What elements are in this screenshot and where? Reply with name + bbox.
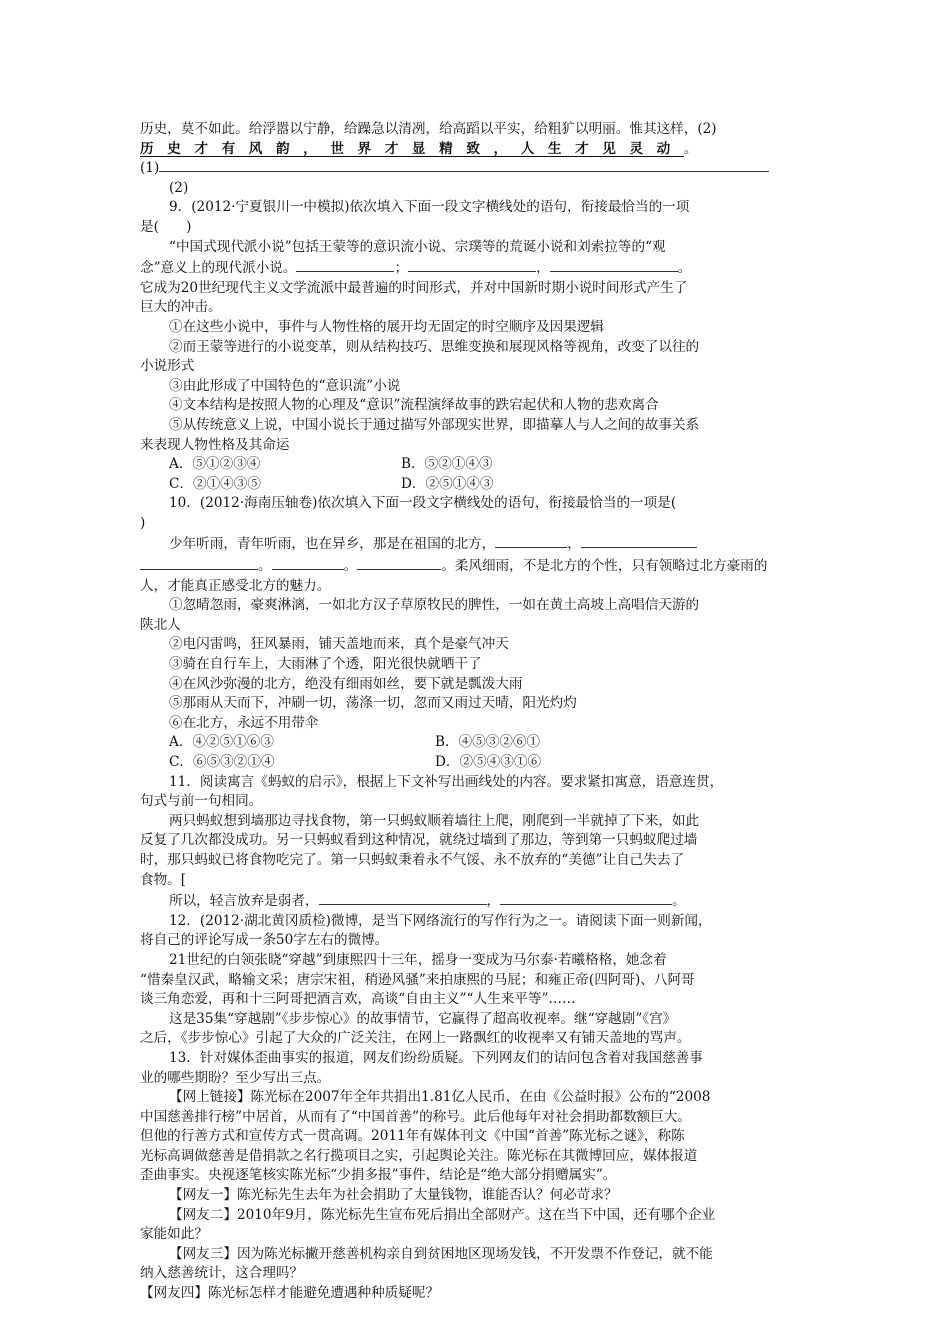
q9-item: ⑤从传统意义上说，中国小说长于通过描写外部现实世界，即描摹人与人之间的故事关系 bbox=[169, 416, 700, 433]
q10-options-row-1 bbox=[140, 733, 820, 753]
q12-para: 21世纪的白领张晓“穿越”到康熙四十三年，摇身一变成为马尔泰·若曦格格，她念着 bbox=[169, 951, 667, 968]
q9-option-d[interactable]: D．②⑤①④③ bbox=[401, 475, 494, 492]
intro-emphasis-line bbox=[140, 140, 820, 160]
q10-option-c[interactable]: C．⑥⑤③②①④ bbox=[169, 754, 275, 770]
q9-blank-1[interactable] bbox=[296, 257, 394, 272]
q12-para: 这是35集“穿越剧”《步步惊心》的故事情节，它赢得了超高收视率。继“穿越剧”《宫》 bbox=[169, 1010, 677, 1027]
q10-para bbox=[140, 533, 820, 555]
answer-line-1 bbox=[140, 159, 820, 179]
q11-sep-2: 。 bbox=[672, 893, 686, 910]
q11-stem: 11．阅读寓言《蚂蚁的启示》，根据上下文补写出画线处的内容。要求紧扣寓意，语意连贯， bbox=[169, 773, 724, 790]
q10-item: ③骑在自行车上，大雨淋了个透，阳光很快就晒干了 bbox=[169, 656, 482, 673]
q9-blank-2[interactable] bbox=[408, 257, 536, 272]
q13-netizen-2-cont: 家能如此？ bbox=[140, 1226, 208, 1243]
q9-item: ③由此形成了中国特色的“意识流”小说 bbox=[169, 377, 401, 394]
q10-item: ②电闪雷鸣，狂风暴雨，铺天盖地而来，真个是豪气冲天 bbox=[169, 636, 509, 653]
q9-stem-cont: 是( ) bbox=[140, 218, 192, 235]
q9-item: ④文本结构是按照人物的心理及“意识”流程演绎故事的跌宕起伏和人物的悲欢离合 bbox=[169, 397, 659, 414]
q13-link-cont: 中国慈善排行榜”中居首，从而有了“中国首善”的称号。此后他每年对社会捐助都数额巨大。 bbox=[140, 1108, 692, 1125]
q10-option-b[interactable]: B．④⑤③②⑥① bbox=[435, 734, 541, 751]
question-13 bbox=[140, 1049, 820, 1304]
q11-para: 两只蚂蚁想到墙那边寻找食物，第一只蚂蚁顺着墙往上爬，刚爬到一半就掉了下来，如此 bbox=[169, 812, 700, 829]
q9-item: ①在这些小说中，事件与人物性格的展开均无固定的时空顺序及因果逻辑 bbox=[169, 318, 604, 335]
q9-para-cont: 它成为20世纪现代主义文学流派中最普遍的时间形式，并对中国新时期小说时间形式产生了 bbox=[140, 279, 688, 296]
q10-sep-2: 。 bbox=[258, 558, 272, 575]
q10-item: ⑥在北方，永远不用带伞 bbox=[169, 714, 319, 731]
q9-stem: 9．(2012·宁夏银川一中模拟)依次填入下面一段文字横线处的语句，衔接最恰当的一项 bbox=[169, 199, 690, 216]
q13-stem: 13．针对媒体歪曲事实的报道，网友们纷纷质疑。下列网友们的诘问包含着对我国慈善事 bbox=[169, 1049, 703, 1066]
q10-option-d[interactable]: D．②⑤④③①⑥ bbox=[435, 754, 542, 770]
q10-sep-3: 。 bbox=[343, 558, 358, 575]
q10-blank-1[interactable] bbox=[495, 533, 567, 548]
q10-para-blanks bbox=[140, 555, 820, 577]
q10-blank-5[interactable] bbox=[357, 555, 441, 570]
q13-netizen-1: 【网友一】陈光标先生去年为社会捐助了大量钱物，谁能否认？何必苛求？ bbox=[169, 1187, 618, 1204]
q9-sep-3: 。 bbox=[677, 260, 692, 277]
q9-option-b[interactable]: B．⑤②①④③ bbox=[401, 456, 493, 473]
q13-netizen-4: 【网友四】陈光标怎样才能避免遭遇种种质疑呢？ bbox=[140, 1285, 440, 1302]
q10-blank-2[interactable] bbox=[581, 533, 697, 548]
q13-netizen-3-cont: 纳入慈善统计，这合理吗？ bbox=[140, 1265, 304, 1282]
answer-line-2 bbox=[140, 179, 820, 199]
q10-option-a[interactable]: A．④②⑤①⑥③ bbox=[169, 734, 274, 751]
q9-item-cont: 来表现人物性格及其命运 bbox=[140, 436, 290, 453]
q10-blank-4[interactable] bbox=[272, 555, 344, 570]
q10-blank-3[interactable] bbox=[140, 555, 258, 570]
q10-sep-4: 。 bbox=[441, 558, 455, 575]
q13-link-cont: 光标高调做慈善是借捐款之名行揽项目之实，引起舆论关注。陈光标在其微博回应，媒体报道 bbox=[140, 1147, 698, 1164]
q9-item: ②而王蒙等进行的小说变革，则从结构技巧、思维变换和展现风格等视角，改变了以往的 bbox=[169, 338, 700, 355]
q11-blank-1[interactable] bbox=[319, 890, 487, 905]
q10-item: ⑤那雨从天而下，冲刷一切，荡涤一切，忽而又雨过天晴，阳光灼灼 bbox=[169, 695, 577, 712]
q11-fill-text: 所以，轻言放弃是弱者， bbox=[169, 893, 319, 910]
q10-para-text: 少年听雨，青年听雨，也在异乡，那是在祖国的北方， bbox=[169, 536, 496, 553]
q9-options-row-1 bbox=[140, 455, 820, 475]
q10-item: ①忽晴忽雨，豪爽淋漓，一如北方汉子草原牧民的脾性，一如在黄土高坡上高唱信天游的 bbox=[169, 597, 700, 614]
q9-blank-3[interactable] bbox=[550, 257, 678, 272]
q9-para: “中国式现代派小说”包括王蒙等的意识流小说、宗璞等的荒诞小说和刘索拉等的“观 bbox=[169, 238, 666, 255]
q9-sep-2: ， bbox=[536, 260, 550, 277]
q10-stem-cont: ) bbox=[140, 514, 146, 531]
q9-sep-1: ； bbox=[394, 260, 409, 277]
q11-fill-line bbox=[140, 890, 820, 912]
q12-stem: 12．(2012·湖北黄冈质检)微博，是当下网络流行的写作行为之一。请阅读下面一则新闻， bbox=[169, 912, 712, 929]
q13-link-cont: 但他的行善方式和宣传方式一贯高调。2011年有媒体刊文《中国“首善”陈光标之谜》，称陈 bbox=[140, 1128, 685, 1145]
q13-link-cont: 歪曲事实。央视逐笔核实陈光标“少捐多报”事件，结论是“绝大部分捐赠属实”。 bbox=[140, 1167, 617, 1184]
q10-item: ④在风沙弥漫的北方，绝没有细雨如丝，要下就是瓢泼大雨 bbox=[169, 675, 523, 692]
q13-link: 【网上链接】陈光标在2007年全年共捐出1.81亿人民币，在由《公益时报》公布的“2008 bbox=[169, 1089, 711, 1106]
q13-netizen-3: 【网友三】因为陈光标撇开慈善机构亲自到贫困地区现场发钱，不开发票不作登记，就不能 bbox=[169, 1245, 713, 1262]
q10-options-row-2 bbox=[140, 753, 820, 773]
document-page bbox=[140, 120, 820, 1304]
q9-item-cont: 小说形式 bbox=[140, 358, 195, 375]
question-12 bbox=[140, 912, 820, 1049]
emphasis-end: 。 bbox=[683, 140, 698, 157]
intro-section bbox=[140, 120, 820, 198]
emphasized-answer: 历史才有风韵，世界才显精致，人生才见灵动 bbox=[140, 140, 684, 157]
question-9 bbox=[140, 198, 820, 494]
q10-sep-1: ， bbox=[567, 536, 581, 553]
q13-netizen-2: 【网友二】2010年9月，陈光标先生宣布死后捐出全部财产。这在当下中国，还有哪个企业 bbox=[169, 1206, 716, 1223]
intro-line: 历史，莫不如此。给浮嚣以宁静，给躁急以清冽，给高蹈以平实，给粗犷以明丽。惟其这样，(2) bbox=[140, 121, 717, 137]
q10-para-text-2: 柔风细雨，不是北方的个性，只有领略过北方豪雨的 bbox=[454, 558, 768, 575]
q9-para-text: 念”意义上的现代派小说。 bbox=[140, 260, 297, 277]
q11-para-cont: 时，那只蚂蚁已将食物吃完了。第一只蚂蚁秉着永不气馁、永不放弃的“美德”让自己失去了 bbox=[140, 851, 685, 868]
q10-para-end: 人，才能真正感受北方的魅力。 bbox=[140, 577, 331, 594]
q11-sep-1: ， bbox=[486, 893, 501, 910]
q9-option-c[interactable]: C．②①④③⑤ bbox=[169, 475, 261, 492]
q12-para-cont: 之后，《步步惊心》引起了大众的广泛关注，在网上一路飘红的收视率又有铺天盖地的骂声。 bbox=[140, 1030, 691, 1047]
q10-item-cont: 陕北人 bbox=[140, 616, 181, 633]
q11-para-cont: 反复了几次都没成功。另一只蚂蚁看到这种情况，就绕过墙到了那边，等到第一只蚂蚁爬过墙 bbox=[140, 832, 698, 849]
q13-stem-cont: 业的哪些期盼？至少写出三点。 bbox=[140, 1069, 331, 1086]
q9-para-end: 巨大的冲击。 bbox=[140, 299, 222, 316]
q12-stem-cont: 将自己的评论写成一条50字左右的微博。 bbox=[140, 932, 389, 949]
q9-para-blanks bbox=[140, 257, 820, 279]
question-11 bbox=[140, 773, 820, 912]
q12-para-cont: “惜秦皇汉武，略输文采；唐宗宋祖，稍逊风骚”来拍康熙的马屁；和雍正帝(四阿哥)、八阿哥 bbox=[140, 971, 695, 988]
q11-stem-cont: 句式与前一句相同。 bbox=[140, 793, 263, 810]
answer-label-1: (1) bbox=[140, 160, 160, 177]
q10-stem: 10．(2012·海南压轴卷)依次填入下面一段文字横线处的语句，衔接最恰当的一项是( bbox=[169, 495, 677, 512]
answer-label-2: (2) bbox=[169, 179, 189, 196]
q9-options-row-2 bbox=[140, 475, 820, 495]
q9-option-a[interactable]: A．⑤①②③④ bbox=[169, 456, 261, 473]
answer-blank-1[interactable] bbox=[159, 159, 769, 172]
q11-para-end: 食物。[ bbox=[140, 871, 187, 888]
q12-para-cont: 谈三角恋爱，再和十三阿哥把酒言欢，高谈“自由主义”“人生来平等”…… bbox=[140, 991, 576, 1008]
q11-blank-2[interactable] bbox=[500, 890, 672, 905]
question-10 bbox=[140, 494, 820, 772]
